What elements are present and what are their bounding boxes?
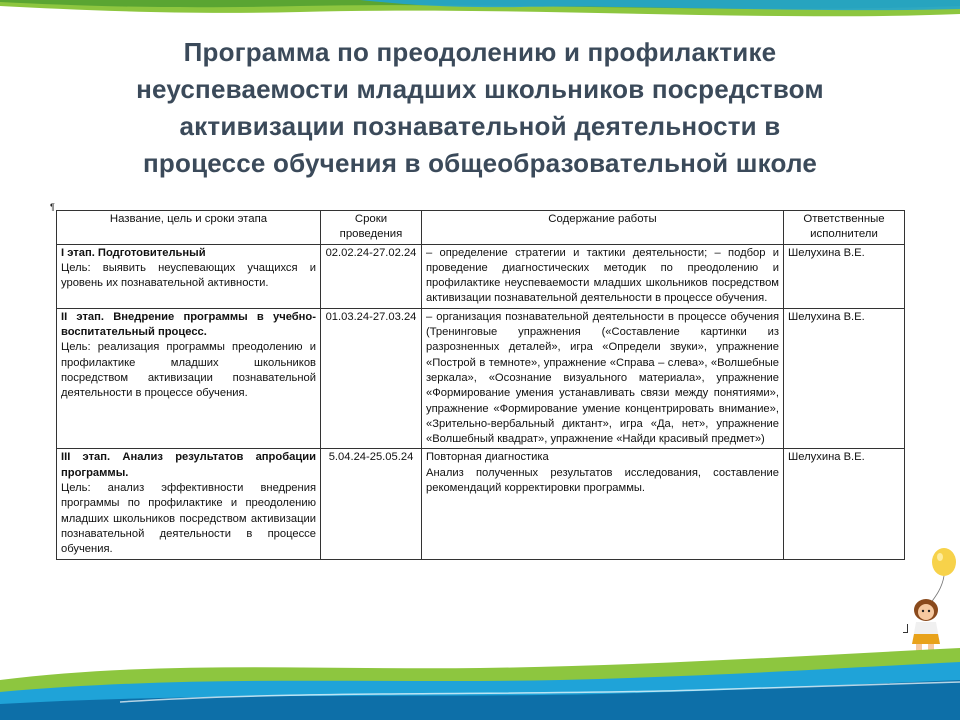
program-table-container <box>56 210 904 560</box>
page-title <box>40 34 920 182</box>
paragraph-mark: ¶ <box>50 202 55 212</box>
content-first-line: Повторная диагностика <box>426 451 549 464</box>
stage-title: III этап. Анализ результатов апробации программы. <box>61 451 316 479</box>
title-line-1: Программа по преодолению и профилактике <box>183 37 777 67</box>
table-header-row <box>57 211 905 245</box>
stage-goal: Цель: реализация программы преодолению и профилактике младших школьников посредством активизации познавательной деятельности в процессе обучения. <box>61 341 316 400</box>
stage-cell <box>57 308 321 449</box>
table-row <box>57 244 905 308</box>
title-line-2: неуспеваемости младших школьников посредством <box>136 74 824 104</box>
header-content: Содержание работы <box>422 211 784 245</box>
top-wave-decoration <box>0 0 960 30</box>
content-cell <box>422 449 784 559</box>
header-dates: Сроки проведения <box>321 211 422 245</box>
bottom-wave-decoration <box>0 640 960 720</box>
table-row <box>57 449 905 559</box>
stage-title: I этап. Подготовительный <box>61 246 206 259</box>
content-cell: – определение стратегии и тактики деятельности; – подбор и проведение диагностических методик по преодолению и профилактике неуспеваемости младших школьников посредством активизации познавательной деятельности в процессе обучения. <box>422 244 784 308</box>
stage-goal: Цель: анализ эффективности внедрения программы по профилактике и преодолению младших школьников посредством активизации познавательной деятельности в процессе обучения. <box>61 482 316 556</box>
dates-cell: 02.02.24-27.02.24 <box>321 244 422 308</box>
responsible-cell: Шелухина В.Е. <box>784 308 905 449</box>
dates-cell: 5.04.24-25.05.24 <box>321 449 422 559</box>
table-row <box>57 308 905 449</box>
content-text: Анализ полученных результатов исследования, составление рекомендаций корректировки программы. <box>426 466 779 495</box>
title-line-4: процессе обучения в общеобразовательной школе <box>143 148 817 178</box>
stage-title: II этап. Внедрение программы в учебно-воспитательный процесс. <box>61 310 316 339</box>
content-cell: – организация познавательной деятельности в процессе обучения (Тренинговые упражнения («Составление картинки из разрозненных деталей», игра «Определи звуки», упражнение «Построй в темноте», упражнение «Справа – слева», «Волшебные зеркала», «Осознание визуального материала», упражнение «Формирование умения устанавливать связи между понятиями», упражнение «Формирование умение концентрировать внимание», «Зрительно-вербальный диктант», игра «Да, нет», упражнение «Волшебный квадрат», упражнение «Найди красивый предмет») <box>422 308 784 449</box>
header-responsible: Ответственные исполнители <box>784 211 905 245</box>
responsible-cell: Шелухина В.Е. <box>784 449 905 559</box>
responsible-cell: Шелухина В.Е. <box>784 244 905 308</box>
stage-cell <box>57 449 321 559</box>
stage-cell <box>57 244 321 308</box>
title-line-3: активизации познавательной деятельности в <box>179 111 781 141</box>
dates-cell: 01.03.24-27.03.24 <box>321 308 422 449</box>
program-table <box>56 210 905 560</box>
header-stage: Название, цель и сроки этапа <box>57 211 321 245</box>
stage-goal: Цель: выявить неуспевающих учащихся и уровень их познавательной активности. <box>61 261 316 290</box>
